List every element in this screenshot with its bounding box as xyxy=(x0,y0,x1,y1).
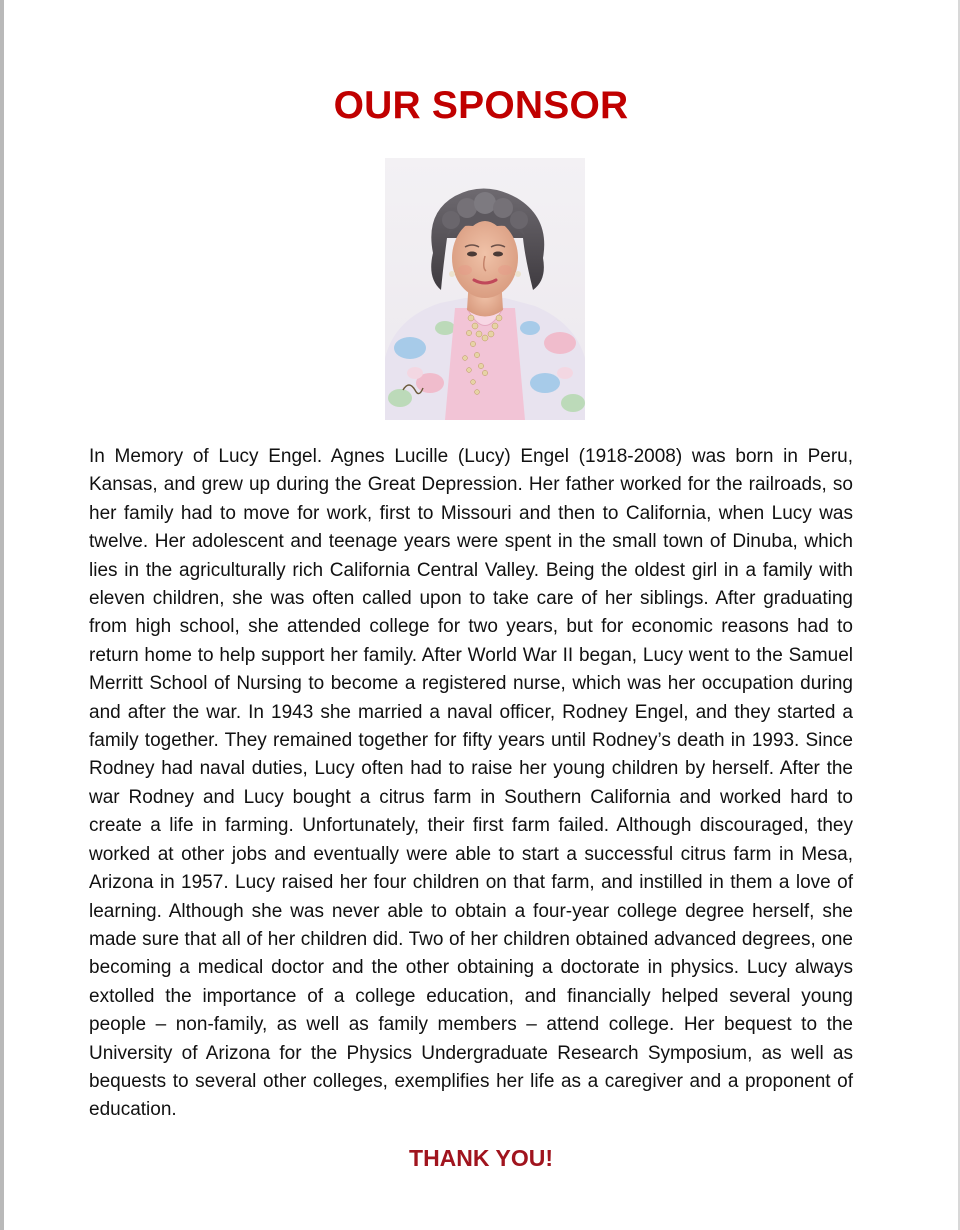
thank-you-text: THANK YOU! xyxy=(409,1145,553,1171)
memorial-paragraph: In Memory of Lucy Engel. Agnes Lucille (Lucy) Engel (1918-2008) was born in Peru, Kansas, and grew up during the Great Depression. Her father worked for the railroads, so her family had to move for work, first to Missouri and then to California, when Lucy was twelve. Her adolescent and teenage years were spent in the small town of Dinuba, which lies in the agriculturally rich California Central Valley. Being the oldest girl in a family with eleven children, she was often called upon to take care of her siblings. After graduating from high school, she attended college for two years, but for economic reasons had to return home to help support her family. After World War II began, Lucy went to the Samuel Merritt School of Nursing to become a registered nurse, which was her occupation during and after the war. In 1943 she married a naval officer, Rodney Engel, and they started a family together. They remained together for fifty years until Rodney’s death in 1993. Since Rodney had naval duties, Lucy often had to raise her young children by herself. After the war Rodney and Lucy bought a citrus farm in Southern California and worked hard to create a life in farming. Unfortunately, their first farm failed. Although discouraged, they worked at other jobs and eventually were able to start a successful citrus farm in Mesa, Arizona in 1957. Lucy raised her four children on that farm, and instilled in them a love of learning. Although she was never able to obtain a four-year college degree herself, she made sure that all of her children did. Two of her children obtained advanced degrees, one becoming a medical doctor and the other obtaining a doctorate in physics. Lucy always extolled the importance of a college education, and financially helped several young people – non-family, as well as family members – attend college. Her bequest to the University of Arizona for the Physics Undergraduate Research Symposium, as well as bequests to several other colleges, exemplifies her life as a caregiver and a proponent of education. xyxy=(89,446,853,1121)
page-title: OUR SPONSOR xyxy=(333,84,629,127)
portrait-photo xyxy=(385,158,585,420)
portrait-illustration xyxy=(385,158,585,420)
